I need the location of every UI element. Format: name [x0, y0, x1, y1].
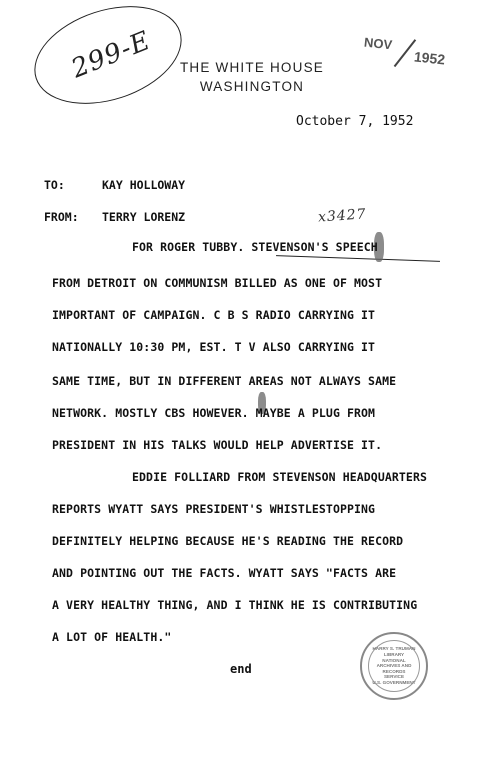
body-line: REPORTS WYATT SAYS PRESIDENT'S WHISTLESTOPPING: [52, 502, 376, 516]
body-line: NETWORK. MOSTLY CBS HOWEVER. MAYBE A PLUG FROM: [52, 406, 376, 420]
memo-from-value: TERRY LORENZ: [102, 210, 186, 224]
received-stamp-year: 1952: [413, 48, 446, 68]
received-stamp-month: NOV: [363, 34, 393, 53]
seal-center-line-4: SERVICE: [383, 674, 405, 680]
memo-from-line: [44, 210, 186, 224]
body-line: A VERY HEALTHY THING, AND I THINK HE IS CONTRIBUTING: [52, 598, 418, 612]
body-line: PRESIDENT IN HIS TALKS WOULD HELP ADVERTISE IT.: [52, 438, 383, 452]
body-line: NATIONALLY 10:30 PM, EST. T V ALSO CARRYING IT: [52, 340, 376, 354]
body-line: AND POINTING OUT THE FACTS. WYATT SAYS "FACTS ARE: [52, 566, 397, 580]
body-line: EDDIE FOLLIARD FROM STEVENSON HEADQUARTERS: [132, 470, 427, 484]
archives-seal-center: [368, 640, 420, 692]
handwritten-underline: [276, 255, 440, 262]
memo-from-label: FROM:: [44, 210, 79, 224]
memo-to-label: TO:: [44, 178, 65, 192]
body-line: DEFINITELY HELPING BECAUSE HE'S READING THE RECORD: [52, 534, 404, 548]
memo-closing: end: [230, 662, 252, 676]
letterhead-line-2: WASHINGTON: [199, 79, 305, 94]
body-line: A LOT OF HEALTH.": [52, 630, 172, 644]
body-line: FROM DETROIT ON COMMUNISM BILLED AS ONE OF MOST: [52, 276, 383, 290]
handwritten-file-number: 299-E: [67, 25, 156, 85]
handwritten-reference: x3427: [317, 206, 368, 226]
archives-seal: [360, 632, 428, 700]
seal-bottom-text: U.S. GOVERNMENT: [372, 679, 416, 685]
letterhead-line-1: THE WHITE HOUSE: [179, 60, 324, 75]
seal-center-line-1: NATIONAL: [382, 657, 406, 663]
memo-to-value: KAY HOLLOWAY: [102, 178, 186, 192]
body-line: SAME TIME, BUT IN DIFFERENT AREAS NOT ALWAYS SAME: [52, 374, 397, 388]
memo-to-line: [44, 178, 186, 192]
letterhead: [160, 58, 344, 96]
memo-date: October 7, 1952: [296, 114, 414, 129]
body-line: IMPORTANT OF CAMPAIGN. C B S RADIO CARRYING IT: [52, 308, 376, 322]
seal-center-line-2: ARCHIVES AND: [376, 663, 412, 669]
seal-ring-text: HARRY S. TRUMAN LIBRARY: [372, 646, 416, 658]
body-line: FOR ROGER TUBBY. STEVENSON'S SPEECH: [132, 240, 378, 254]
seal-center-line-3: RECORDS: [382, 668, 406, 674]
